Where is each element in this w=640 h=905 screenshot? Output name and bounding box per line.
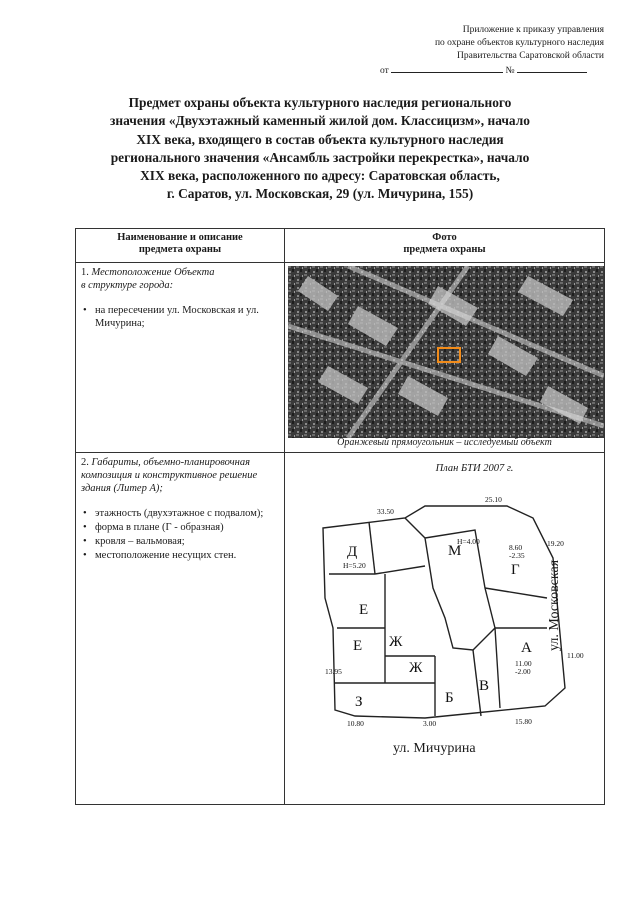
plan-letter: Ж — [409, 660, 423, 676]
aerial-photo-cell — [285, 263, 605, 453]
title-line-2: значения «Двухэтажный каменный жилой дом. Классицизм», начало — [110, 113, 530, 129]
dim-label: 3.00 — [423, 719, 437, 728]
plan-letter: Д — [347, 544, 358, 560]
row-number: 2. — [81, 457, 89, 468]
list-item: • местоположение несущих стен. — [81, 549, 280, 562]
header-description-line-1: Наименование и описание — [117, 232, 243, 243]
header-photo-line-2: предмета охраны — [403, 244, 486, 255]
plan-letter: А — [521, 640, 532, 656]
header-photo-line-1: Фото — [432, 232, 457, 243]
title-line-4: регионального значения «Ансамбль застройки перекрестка», начало — [110, 149, 530, 165]
street-label-moskovskaya: ул. Московская — [547, 559, 562, 651]
location-description — [76, 263, 285, 453]
plan-letter: З — [355, 694, 363, 710]
plan-title: План БТИ 2007 г. — [435, 463, 514, 474]
title-line-6: г. Саратов, ул. Московская, 29 (ул. Мичурина, 155) — [166, 186, 474, 202]
dimensions-heading — [81, 456, 280, 495]
document-title — [90, 94, 550, 204]
dim-label: 13.95 — [325, 667, 342, 676]
table-row — [76, 453, 605, 805]
location-list — [81, 304, 280, 330]
protection-table — [75, 228, 605, 805]
list-item: • этажность (двухэтажное с подвалом); — [81, 507, 280, 520]
approval-line-1: Приложение к приказу управления — [462, 25, 604, 35]
floor-plan — [285, 463, 604, 756]
plan-letter: Б — [445, 690, 454, 706]
dim-label: 19.20 — [547, 539, 564, 548]
dim-label: Н=4.00 — [457, 537, 480, 546]
dim-label: -2.35 — [509, 551, 525, 560]
list-item: • на пересечении ул. Московская и ул. Мичурина; — [81, 304, 280, 330]
list-item: • форма в плане (Г - образная) — [81, 521, 280, 534]
dimensions-heading-text: Габариты, объемно-планировочная композиция и конструктивное решение здания (Литер А); — [81, 457, 258, 494]
plan-letter: Е — [353, 638, 363, 654]
location-heading — [81, 266, 280, 292]
dim-label: -2.00 — [515, 667, 531, 676]
dim-label: 8.60 — [509, 543, 523, 552]
title-line-1: Предмет охраны объекта культурного наследия регионального — [128, 95, 512, 110]
plan-letter: М — [448, 543, 462, 559]
approval-line-3: Правительства Саратовской области — [457, 51, 604, 61]
table-row — [76, 263, 605, 453]
title-line-3: XIX века, входящего в состав объекта культурного наследия — [136, 131, 504, 147]
dim-label: 15.80 — [515, 717, 532, 726]
dimensions-list — [81, 507, 280, 562]
aerial-photo — [288, 266, 604, 438]
plan-letter: Ж — [389, 634, 403, 650]
title-line-5: XIX века, расположенного по адресу: Саратовская область, — [140, 168, 500, 184]
dim-label: 10.80 — [347, 719, 364, 728]
approval-order-line — [374, 63, 604, 78]
location-heading-line-1: Местоположение Объекта — [91, 267, 215, 278]
dim-label: Н=5.20 — [343, 561, 366, 570]
plan-letter: Г — [511, 562, 520, 578]
number-blank — [517, 63, 587, 73]
location-heading-line-2: в структуре города: — [81, 280, 174, 291]
approval-line-2: по охране объектов культурного наследия — [434, 38, 604, 48]
from-label: от — [380, 66, 389, 76]
photo-caption: Оранжевый прямоугольник – исследуемый объект — [337, 437, 552, 448]
dim-label: 25.10 — [485, 495, 502, 504]
street-label-michurina: ул. Мичурина — [393, 741, 476, 756]
number-label: № — [505, 66, 515, 76]
dim-label: 11.00 — [515, 659, 532, 668]
row-number: 1. — [81, 267, 89, 278]
dim-label: 33.50 — [377, 507, 394, 516]
header-description-line-2: предмета охраны — [138, 244, 222, 255]
date-blank — [391, 63, 503, 73]
table-header-row — [76, 229, 605, 263]
floor-plan-cell — [285, 453, 605, 805]
approval-stamp — [374, 24, 604, 78]
plan-letter: Е — [359, 602, 369, 618]
list-item: • кровля – вальмовая; — [81, 535, 280, 548]
header-description — [76, 229, 285, 263]
plan-letter: В — [479, 678, 490, 694]
dimensions-description — [76, 453, 285, 805]
header-photo — [285, 229, 605, 263]
dim-label: 11.00 — [567, 651, 584, 660]
